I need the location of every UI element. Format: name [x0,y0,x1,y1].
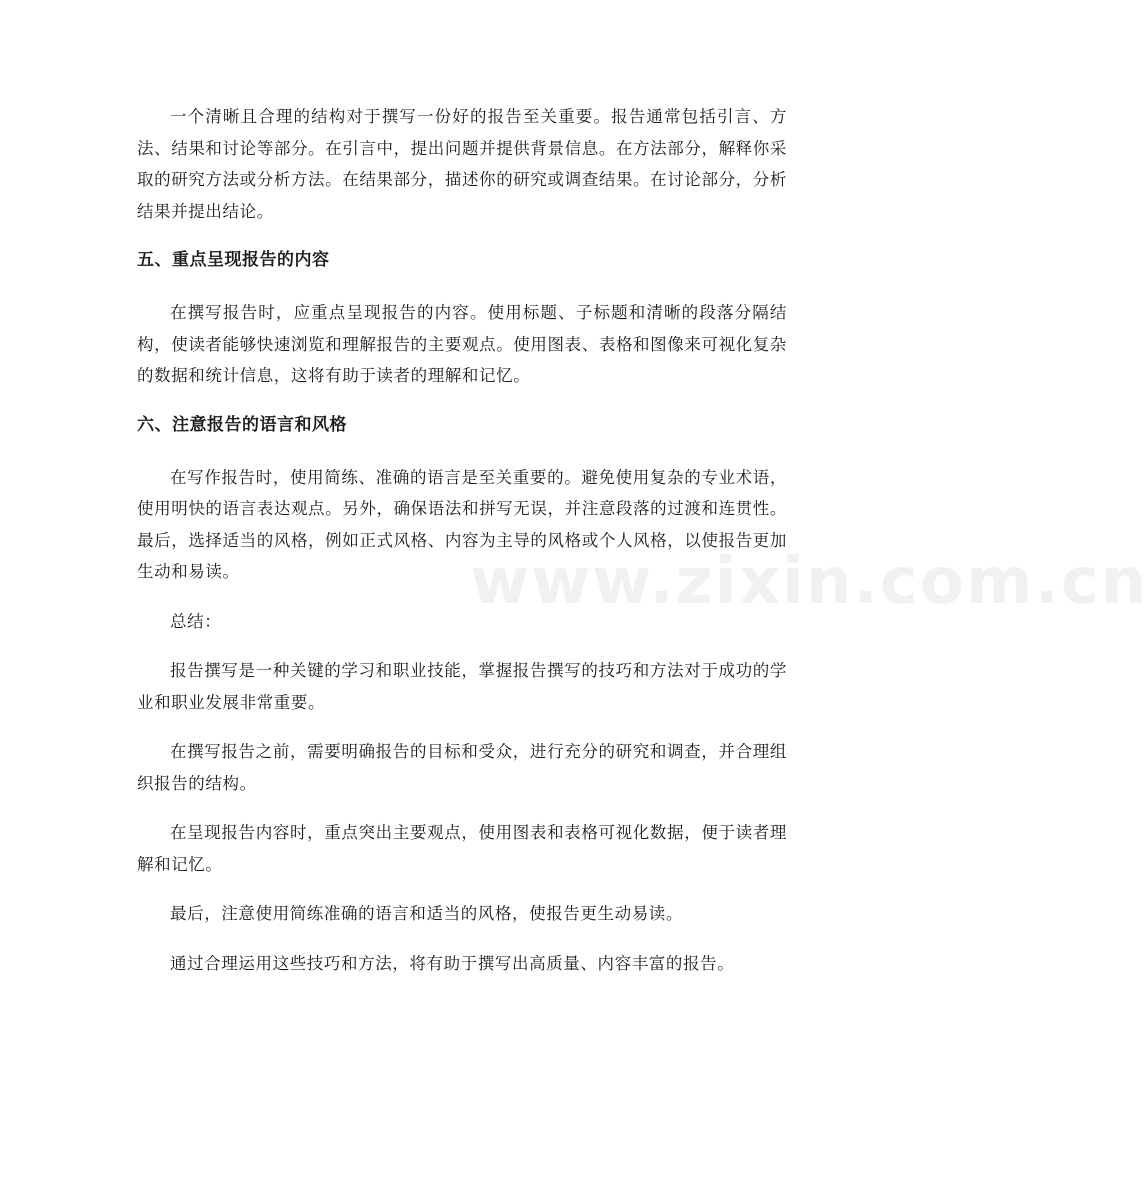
section-heading-6: 六、注意报告的语言和风格 [137,414,347,435]
intro-paragraph: 一个清晰且合理的结构对于撰写一份好的报告至关重要。报告通常包括引言、方法、结果和讨论等部分。在引言中，提出问题并提供背景信息。在方法部分，解释你采取的研究方法或分析方法。在结果部分，描述你的研究或调查结果。在讨论部分，分析结果并提出结论。 [137,107,787,221]
section-heading-5: 五、重点呈现报告的内容 [137,250,330,270]
summary-paragraph: 在呈现报告内容时，重点突出主要观点，使用图表和表格可视化数据，便于读者理解和记忆。 [137,823,787,874]
section-paragraph-5: 在撰写报告时，应重点呈现报告的内容。使用标题、子标题和清晰的段落分隔结构，使读者能够快速浏览和理解报告的主要观点。使用图表、表格和图像来可视化复杂的数据和统计信息，这将有助于读者的理解和记忆。 [137,303,787,385]
summary-label: 总结： [170,611,222,631]
summary-paragraph: 最后，注意使用简练准确的语言和适当的风格，使报告更生动易读。 [170,904,683,923]
document-body [137,101,787,997]
section-paragraph-6: 在写作报告时，使用简练、准确的语言是至关重要的。避免使用复杂的专业术语，使用明快的语言表达观点。另外，确保语法和拼写无误，并注意段落的过渡和连贯性。最后，选择适当的风格，例如正式风格、内容为主导的风格或个人风格，以使报告更加生动和易读。 [137,467,787,581]
summary-paragraph: 通过合理运用这些技巧和方法，将有助于撰写出高质量、内容丰富的报告。 [170,953,735,973]
summary-paragraph: 在撰写报告之前，需要明确报告的目标和受众，进行充分的研究和调查，并合理组织报告的结构。 [137,742,787,793]
watermark: www.zixin.com.cn [470,545,1148,619]
summary-paragraph: 报告撰写是一种关键的学习和职业技能，掌握报告撰写的技巧和方法对于成功的学业和职业发展非常重要。 [137,661,787,712]
